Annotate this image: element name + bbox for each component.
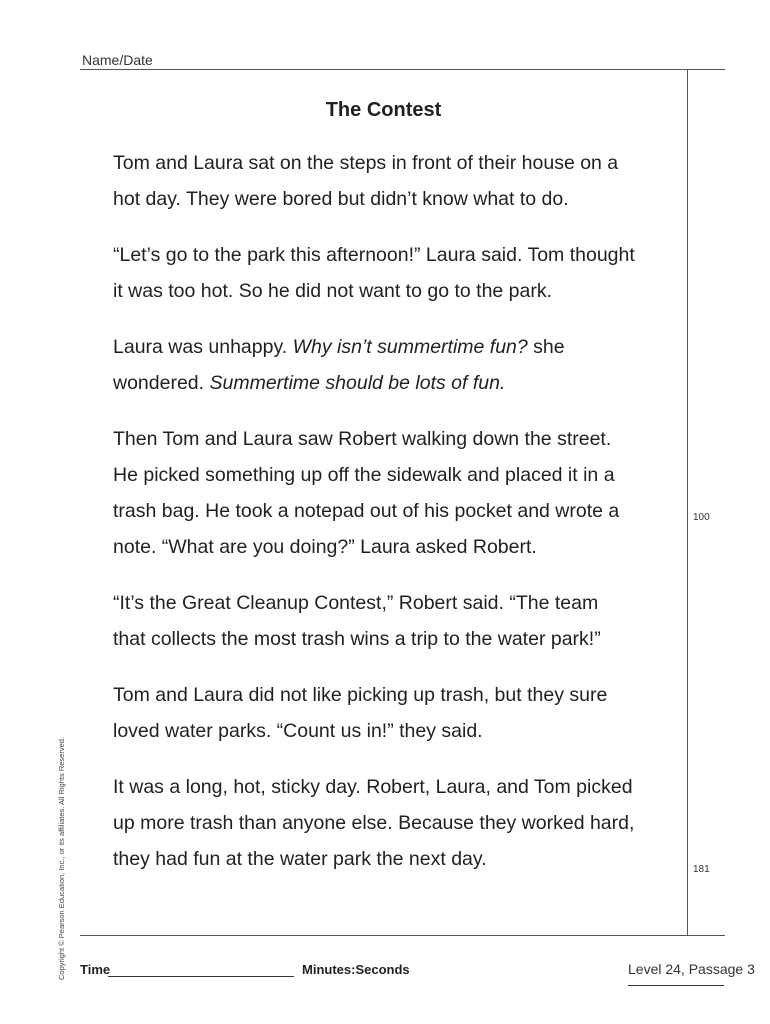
line: Tom and Laura did not like picking up trash, but they sure (113, 684, 608, 706)
level-underline (628, 985, 724, 986)
level-passage-label: Level 24, Passage 3 (628, 961, 755, 977)
italic-text: Summertime should be lots of fun. (209, 372, 506, 394)
line: trash bag. He took a notepad out of his pocket and wrote a (113, 500, 620, 522)
copyright-notice: Copyright © Pearson Education, Inc., or its affiliates. All Rights Reserved. (57, 736, 66, 980)
line: that collects the most trash wins a trip to the water park!” (113, 628, 601, 650)
name-date-label: Name/Date (82, 52, 153, 68)
passage-body (113, 145, 678, 897)
paragraph-7 (113, 769, 678, 877)
line: hot day. They were bored but didn’t know what to do. (113, 188, 569, 210)
paragraph-3 (113, 329, 678, 401)
top-rule (80, 69, 725, 70)
time-entry-line (108, 976, 294, 977)
line: “It’s the Great Cleanup Contest,” Robert said. “The team (113, 592, 599, 614)
passage-title: The Contest (325, 99, 442, 121)
text: wondered. (113, 372, 210, 394)
italic-text: Why isn’t summertime fun? (292, 336, 528, 358)
line: It was a long, hot, sticky day. Robert, Laura, and Tom picked (113, 776, 633, 798)
paragraph-4 (113, 421, 678, 565)
text: Laura was unhappy. (113, 336, 293, 358)
line: note. “What are you doing?” Laura asked Robert. (113, 536, 537, 558)
text: she (527, 336, 565, 358)
line: He picked something up off the sidewalk and placed it in a (113, 464, 615, 486)
time-label: Time (80, 962, 111, 977)
line: Tom and Laura sat on the steps in front of their house on a (113, 152, 619, 174)
paragraph-6 (113, 677, 678, 749)
line: they had fun at the water park the next day. (113, 848, 487, 870)
line: “Let’s go to the park this afternoon!” Laura said. Tom thought (113, 244, 635, 266)
bottom-rule (80, 935, 725, 936)
margin-rule (687, 69, 688, 935)
word-count-181: 181 (693, 864, 710, 875)
line: Then Tom and Laura saw Robert walking down the street. (113, 428, 612, 450)
line: up more trash than anyone else. Because they worked hard, (113, 812, 635, 834)
line: it was too hot. So he did not want to go to the park. (113, 280, 553, 302)
word-count-100: 100 (693, 512, 710, 523)
paragraph-1 (113, 145, 678, 217)
minutes-seconds-label: Minutes:Seconds (302, 962, 410, 977)
paragraph-5 (113, 585, 678, 657)
paragraph-2 (113, 237, 678, 309)
line: loved water parks. “Count us in!” they said. (113, 720, 483, 742)
